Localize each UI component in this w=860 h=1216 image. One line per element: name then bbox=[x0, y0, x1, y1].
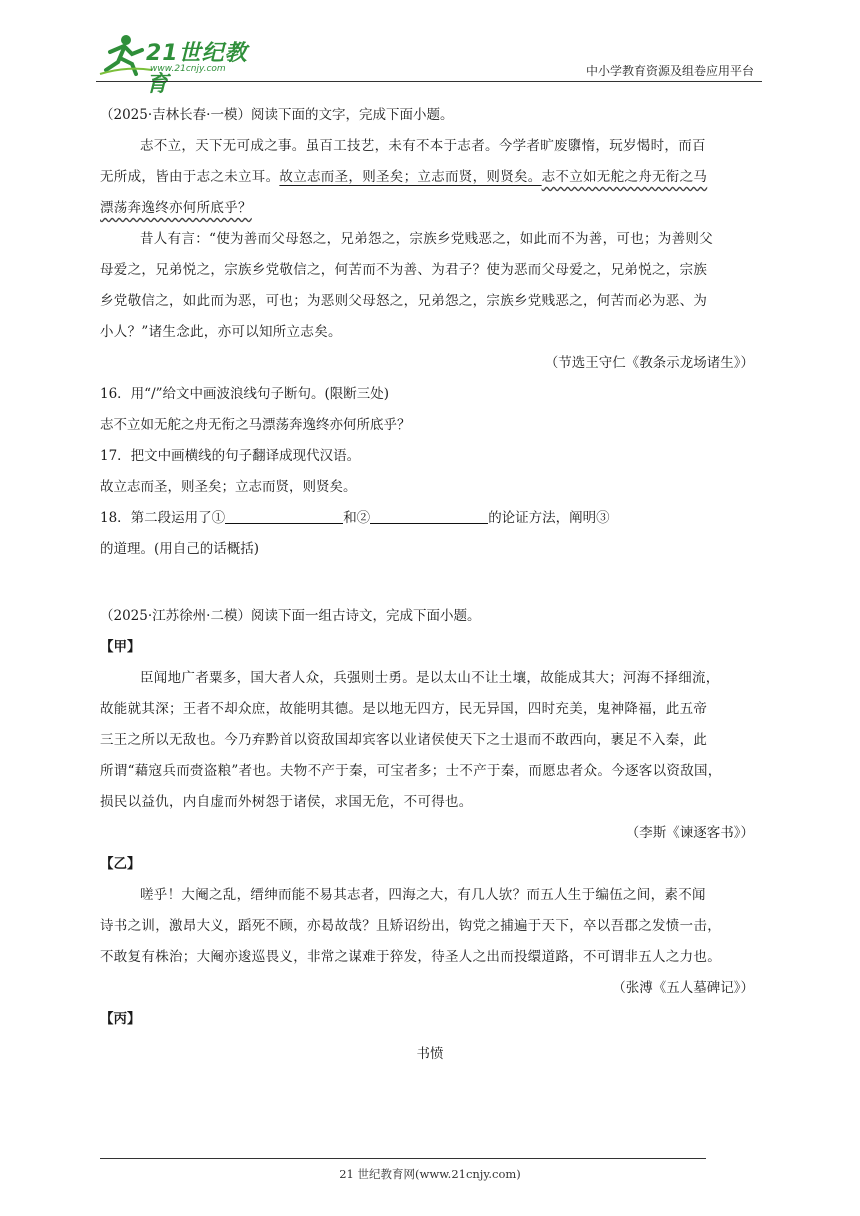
jia-line: 所谓“藉寇兵而赍盗粮”者也。夫物不产于秦，可宝者多；士不产于秦，而愿忠者众。今逐客以资敌国， bbox=[100, 763, 722, 779]
passage2-line: 小人？”诸生念此，亦可以知所立志矣。 bbox=[100, 324, 342, 340]
footer-divider bbox=[100, 1158, 706, 1159]
label-jia: 【甲】 bbox=[100, 639, 141, 655]
jia-line: 臣闻地广者粟多，国大者人众，兵强则士勇。是以太山不让土壤，故能成其大；河海不择细流， bbox=[140, 670, 720, 686]
question-18-part: 的论证方法，阐明③ bbox=[488, 510, 610, 526]
jia-line: 损民以益仇，内自虚而外树怨于诸侯，求国无危，不可得也。 bbox=[100, 794, 473, 810]
passage-text: 无所成，皆由于志之未立耳。 bbox=[100, 169, 280, 185]
question-18 bbox=[100, 503, 760, 534]
answer-blank[interactable] bbox=[225, 508, 343, 524]
wavy-underlined-sentence: 漂荡奔逸终亦何所底乎？ bbox=[100, 200, 252, 216]
yi-line: 不敢复有株治；大阉亦逡巡畏义，非常之谋难于猝发，待圣人之出而投缳道路，不可谓非五人之力也。 bbox=[100, 949, 721, 965]
passage1-line bbox=[100, 193, 760, 224]
question-18-part: 和② bbox=[343, 510, 371, 526]
section2-intro: （2025·江苏徐州·二模）阅读下面一组古诗文，完成下面小题。 bbox=[100, 608, 481, 624]
platform-name: 中小学教育资源及组卷应用平台 bbox=[585, 64, 754, 78]
passage1-line: 志不立，天下无可成之事。虽百工技艺，未有不本于志者。今学者旷废隳惰，玩岁愒时，而百 bbox=[140, 138, 706, 154]
jia-line: 三王之所以无敌也。今乃弃黔首以资敌国却宾客以业诸侯使天下之士退而不敢西向，裹足不入秦，此 bbox=[100, 732, 708, 748]
label-bing: 【丙】 bbox=[100, 1011, 141, 1027]
question-16-text: 志不立如无舵之舟无衔之马漂荡奔逸终亦何所底乎？ bbox=[100, 417, 411, 433]
answer-blank[interactable] bbox=[370, 508, 488, 524]
page-header bbox=[96, 30, 762, 97]
jia-source: （李斯《谏逐客书》） bbox=[625, 825, 754, 841]
section-gap bbox=[100, 565, 760, 601]
passage-source: （节选王守仁《教条示龙场诸生》） bbox=[544, 355, 754, 371]
footer-text: 21 世纪教育网(www.21cnjy.com) bbox=[339, 1167, 521, 1181]
jia-line: 故能就其深；王者不却众庶，故能明其德。是以地无四方，民无异国，四时充美，鬼神降福，此五帝 bbox=[100, 701, 708, 717]
logo-text: 21世纪教育 bbox=[146, 41, 248, 97]
question-16: 16．用“/”给文中画波浪线句子断句。(限断三处) bbox=[100, 386, 390, 402]
poem-title: 书愤 bbox=[416, 1046, 444, 1062]
yi-line: 嗟乎！大阉之乱，缙绅而能不易其志者，四海之大，有几人欤？而五人生于编伍之间，素不闻 bbox=[140, 887, 706, 903]
underlined-sentence: 故立志而圣，则圣矣；立志而贤，则贤矣。 bbox=[279, 169, 542, 185]
question-17-text: 故立志而圣，则圣矣；立志而贤，则贤矣。 bbox=[100, 479, 357, 495]
yi-line: 诗书之训，激昂大义，蹈死不顾，亦曷故哉？且矫诏纷出，钩党之捕遍于天下，卒以吾郡之发愤一击， bbox=[100, 918, 721, 934]
passage1-line bbox=[100, 162, 760, 193]
passage2-line: 乡党敬信之，如此而为恶，可也；为恶则父母怒之，兄弟怨之，宗族乡党贱恶之，何苦而必为恶、为 bbox=[100, 293, 708, 309]
question-17: 17．把文中画横线的句子翻译成现代汉语。 bbox=[100, 448, 361, 464]
passage2-line: 昔人有言：“使为善而父母怒之，兄弟怨之，宗族乡党贱恶之，如此而不为善，可也；为善则父 bbox=[140, 231, 713, 247]
question-18-part: 18．第二段运用了① bbox=[100, 510, 226, 526]
question-18-continued: 的道理。(用自己的话概括) bbox=[100, 541, 260, 557]
site-logo bbox=[96, 30, 266, 97]
header-divider bbox=[96, 81, 762, 82]
logo-url: www.21cnjy.com bbox=[150, 64, 226, 74]
label-yi: 【乙】 bbox=[100, 856, 141, 872]
yi-source: （张溥《五人墓碑记》） bbox=[612, 980, 754, 996]
section1-intro: （2025·吉林长春·一模）阅读下面的文字，完成下面小题。 bbox=[100, 107, 454, 123]
wavy-underlined-sentence: 志不立如无舵之舟无衔之马 bbox=[541, 169, 708, 185]
document-body bbox=[100, 100, 760, 1070]
passage2-line: 母爱之，兄弟悦之，宗族乡党敬信之，何苦而不为善、为君子？使为恶而父母爱之，兄弟悦之，宗族 bbox=[100, 262, 708, 278]
